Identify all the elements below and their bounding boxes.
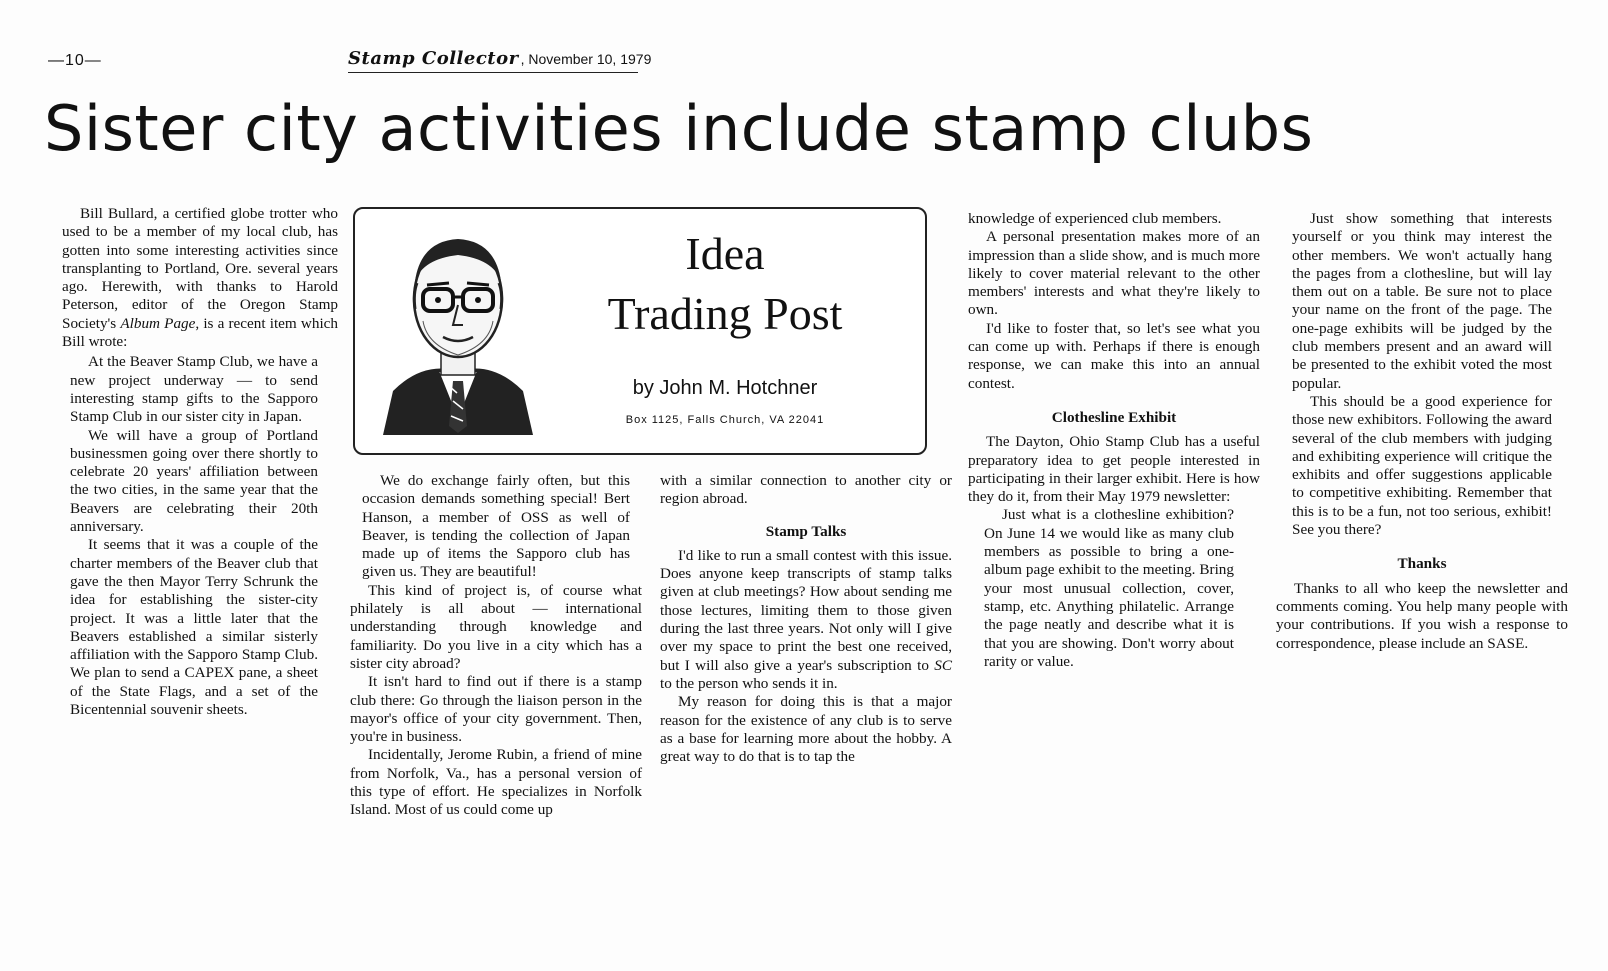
headline: Sister city activities include stamp clubs — [44, 92, 1314, 165]
column-3 — [660, 472, 952, 766]
box-title-line-2: Trading Post — [607, 288, 843, 339]
intro-text-end: , is a recent item which Bill wrote: — [62, 314, 339, 351]
quote-paragraph: At the Beaver Stamp Club, we have a new project underway — to send interesting stamp gifts to the Sapporo Stamp Club in our sister city in Japan. — [70, 353, 318, 426]
quote-paragraph: It seems that it was a couple of the charter members of the Beaver club that gave the then Mayor Terry Schrunk the idea for establishing the sister-city project. It was a little later that the Beavers established a similar sisterly affiliation with the Sapporo Stamp Club. We plan to send a CAPEX pane, a sheet of the State Flags, and a set of the Bicentennial souvenir sheets. — [70, 536, 318, 719]
publication-title: Album Page — [120, 314, 196, 332]
body-paragraph: The Dayton, Ohio Stamp Club has a useful preparatory idea to get people interested in participating in their larger exhibit. Here is how they do it, from their May 1979 newsletter: — [968, 433, 1260, 506]
body-paragraph: Incidentally, Jerome Rubin, a friend of mine from Norfolk, Va., has a personal version of this type of effort. He specializes in Norfolk Island. Most of us could come up — [350, 746, 642, 819]
quote-paragraph: We will have a group of Portland businessmen going over there shortly to celebrate 20 years' affiliation between the two cities, in the same year that the Beavers are celebrating their 20th anniversary. — [70, 426, 318, 536]
quote-paragraph: This should be a good experience for those new exhibitors. Following the award several of the club members with judging and exhibiting experience will critique the exhibits and offer suggestions applicable to competitive exhibiting. Remember that this is to be a fun, not too serious, exhibit! See you there? — [1292, 392, 1552, 539]
masthead — [348, 48, 652, 73]
column-5 — [1276, 210, 1568, 653]
body-paragraph: Thanks to all who keep the newsletter and comments coming. You help many people with your contributions. If you wish a response to correspondence, please include an SASE. — [1276, 579, 1568, 652]
body-paragraph: with a similar connection to another city or region abroad. — [660, 472, 952, 508]
masthead-logo: Stamp Collector — [348, 48, 519, 69]
quote-paragraph: Just what is a clothesline exhibition? On June 14 we would like as many club members as possible to bring a one-album page exhibit to the meeting. Bring your most unusual collection, cover, stamp, etc. Anything philatelic. Arrange the page neatly and describe what it is that you are showing. Don't worry about rarity or value. — [984, 506, 1234, 670]
intro-text: Bill Bullard, a certified globe trotter who used to be a member of my local club, has gotten into some interesting activities since transplanting to Portland, Ore. several years ago. Herewith, with thanks to Harold Peterson, editor of the Oregon Stamp Society's — [62, 205, 338, 332]
quote-paragraph: We do exchange fairly often, but this occasion demands something special! Bert Hanson, a member of OSS as well of Beaver, is tending the collection of Japan made up of items the Sapporo club has given us. They are beautiful! — [362, 472, 630, 581]
body-paragraph: It isn't hard to find out if there is a stamp club there: Go through the liaison person in the mayor's office of your city government. Then, you're in business. — [350, 673, 642, 746]
quoted-newsletter-continued — [1276, 210, 1552, 539]
body-paragraph — [660, 547, 952, 693]
author-byline: by John M. Hotchner — [632, 377, 818, 399]
masthead-date: , November 10, 1979 — [520, 51, 652, 67]
publication-abbrev: SC — [934, 656, 952, 674]
column-4 — [968, 210, 1260, 671]
subhead-stamp-talks: Stamp Talks — [765, 522, 847, 540]
author-portrait-image — [383, 221, 533, 435]
body-paragraph: This kind of project is, of course what philately is all about — international understanding through knowledge and familiarity. Do you live in a city which has a sister city abroad? — [350, 581, 642, 672]
body-paragraph: A personal presentation makes more of an impression than a slide show, and is much more likely to cover material relevant to the other members' interests and what they're likely to own. — [968, 228, 1260, 319]
quoted-newsletter — [968, 506, 1234, 671]
intro-paragraph — [62, 205, 338, 351]
body-paragraph: knowledge of experienced club members. — [968, 210, 1222, 227]
box-title-line-1: Idea — [685, 228, 765, 279]
idea-trading-post-box — [353, 207, 927, 455]
contest-text: I'd like to run a small contest with this issue. Does anyone keep transcripts of stamp talks given at club meetings? How about sending me those lectures, limiting them to those given during the last three years. Not only will I give over my space to print the best one received, but I will also give a year's subscription to — [660, 546, 952, 674]
subhead-clothesline-exhibit: Clothesline Exhibit — [1051, 408, 1177, 426]
subhead-thanks: Thanks — [1397, 555, 1447, 573]
quoted-letter — [62, 353, 318, 719]
column-1 — [62, 205, 338, 719]
contest-text-end: to the person who sends it in. — [660, 674, 838, 692]
author-address: Box 1125, Falls Church, VA 22041 — [625, 414, 825, 426]
body-paragraph: My reason for doing this is that a major reason for the existence of any club is to serve as a base for learning more about the hobby. A great way to do that is to tap the — [660, 693, 952, 766]
column-2 — [350, 472, 642, 820]
quoted-letter-continued — [350, 472, 630, 582]
quote-paragraph: Just show something that interests yourself or you think may interest the other members. We won't actually hang the pages from a clothesline, but will lay them out on a table. Be sure not to place your name on the front of the page. The one-page exhibits will be judged by the club members present and an award will be presented to the exhibit voted the most popular. — [1292, 210, 1552, 392]
page-number: —10— — [48, 52, 102, 69]
body-paragraph: I'd like to foster that, so let's see what you can come up with. Perhaps if there is enough response, we can make this into an annual contest. — [968, 319, 1260, 392]
